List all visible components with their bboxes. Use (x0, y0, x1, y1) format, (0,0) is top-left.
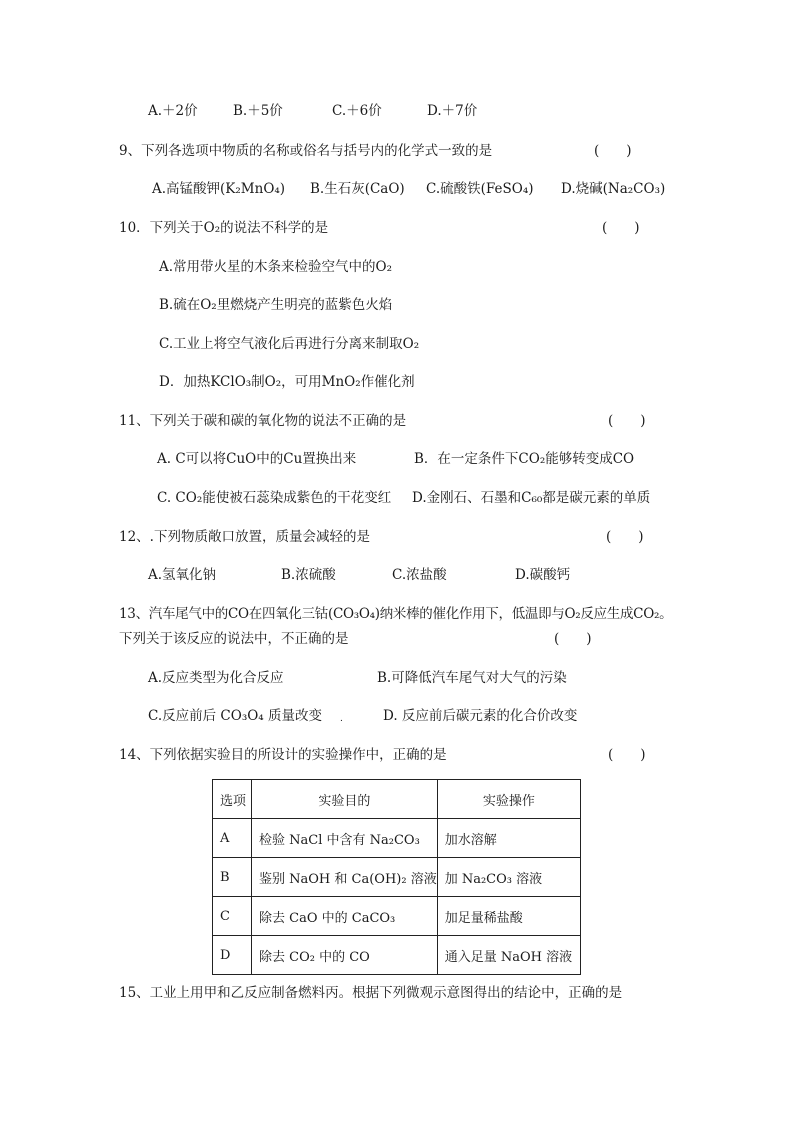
q8-option-a: A.＋2价 (148, 103, 198, 119)
q14-stem: 14、下列依据实验目的所设计的实验操作中，正确的是 (119, 747, 447, 763)
q13-stem-line1: 13、汽车尾气中的CO在四氧化三钴(CO₃O₄)纳米棒的催化作用下，低温即与O₂反应生成CO₂。 (119, 606, 673, 622)
q8-option-c: C.＋6价 (332, 103, 382, 119)
table-cell-purpose: 除去 CaO 中的 CaCO₃ (252, 897, 438, 936)
table-cell-option: D (213, 936, 252, 975)
q13-answer-blank: ( ) (554, 631, 592, 647)
q9-option-a: A.高锰酸钾(K₂MnO₄) (152, 181, 286, 197)
table-cell-operation: 加 Na₂CO₃ 溶液 (437, 858, 580, 897)
q13-stem-line2: 下列关于该反应的说法中，不正确的是 (119, 631, 349, 647)
q13-option-a: A.反应类型为化合反应 (148, 670, 284, 686)
q13-option-c: C.反应前后 CO₃O₄ 质量改变 (148, 708, 323, 724)
table-row (213, 819, 581, 858)
q15-stem: 15、工业上用甲和乙反应制备燃料丙。根据下列微观示意图得出的结论中，正确的是 (119, 985, 623, 1001)
q11-stem: 11、下列关于碳和碳的氧化物的说法不正确的是 (119, 413, 407, 429)
table-cell-option: B (213, 858, 252, 897)
q11-answer-blank: ( ) (608, 413, 646, 429)
q14-answer-blank: ( ) (608, 747, 646, 763)
q8-option-b: B.＋5价 (233, 103, 283, 119)
q11-option-c: C. CO₂能使被石蕊染成紫色的干花变红 (157, 490, 392, 506)
q13-option-b: B.可降低汽车尾气对大气的污染 (377, 670, 567, 686)
q10-option-d: D．加热KClO₃制O₂，可用MnO₂作催化剂 (159, 374, 415, 390)
table-cell-purpose: 检验 NaCl 中含有 Na₂CO₃ (252, 819, 438, 858)
q12-answer-blank: ( ) (606, 529, 644, 545)
table-cell-operation: 加水溶解 (437, 819, 580, 858)
table-header-option: 选项 (213, 780, 252, 819)
q10-option-b: B.硫在O₂里燃烧产生明亮的蓝紫色火焰 (159, 297, 393, 313)
table-cell-option: A (213, 819, 252, 858)
q10-option-c: C.工业上将空气液化后再进行分离来制取O₂ (159, 336, 420, 352)
q12-option-d: D.碳酸钙 (515, 567, 571, 583)
q9-option-d: D.烧碱(Na₂CO₃) (561, 181, 666, 197)
table-cell-operation: 加足量稀盐酸 (437, 897, 580, 936)
q13-stray-mark: . (340, 714, 343, 724)
q9-stem: 9、下列各选项中物质的名称或俗名与括号内的化学式一致的是 (119, 143, 493, 159)
q12-stem: 12、.下列物质敞口放置，质量会减轻的是 (119, 529, 370, 545)
q12-option-a: A.氢氧化钠 (148, 567, 217, 583)
q12-option-b: B.浓硫酸 (281, 567, 336, 583)
table-header-purpose: 实验目的 (252, 780, 438, 819)
table-header-operation: 实验操作 (437, 780, 580, 819)
q8-option-d: D.＋7价 (427, 103, 478, 119)
q9-answer-blank: ( ) (594, 143, 632, 159)
q11-option-b: B．在一定条件下CO₂能够转变成CO (414, 451, 635, 467)
q10-stem: 10．下列关于O₂的说法不科学的是 (119, 220, 329, 236)
q13-option-d: D. 反应前后碳元素的化合价改变 (383, 708, 578, 724)
q14-experiment-table (212, 779, 581, 975)
table-header-row (213, 780, 581, 819)
table-cell-purpose: 鉴别 NaOH 和 Ca(OH)₂ 溶液 (252, 858, 438, 897)
table-row (213, 936, 581, 975)
q10-option-a: A.常用带火星的木条来检验空气中的O₂ (159, 259, 393, 275)
q12-option-c: C.浓盐酸 (392, 567, 447, 583)
q11-option-a: A. C可以将CuO中的Cu置换出来 (157, 451, 357, 467)
table-cell-purpose: 除去 CO₂ 中的 CO (252, 936, 438, 975)
q9-option-b: B.生石灰(CaO) (310, 181, 405, 197)
table-row (213, 858, 581, 897)
table-row (213, 897, 581, 936)
table-cell-operation: 通入足量 NaOH 溶液 (437, 936, 580, 975)
q11-option-d: D.金刚石、石墨和C₆₀都是碳元素的单质 (412, 490, 651, 506)
q10-answer-blank: ( ) (602, 220, 640, 236)
q9-option-c: C.硫酸铁(FeSO₄) (426, 181, 534, 197)
table-cell-option: C (213, 897, 252, 936)
